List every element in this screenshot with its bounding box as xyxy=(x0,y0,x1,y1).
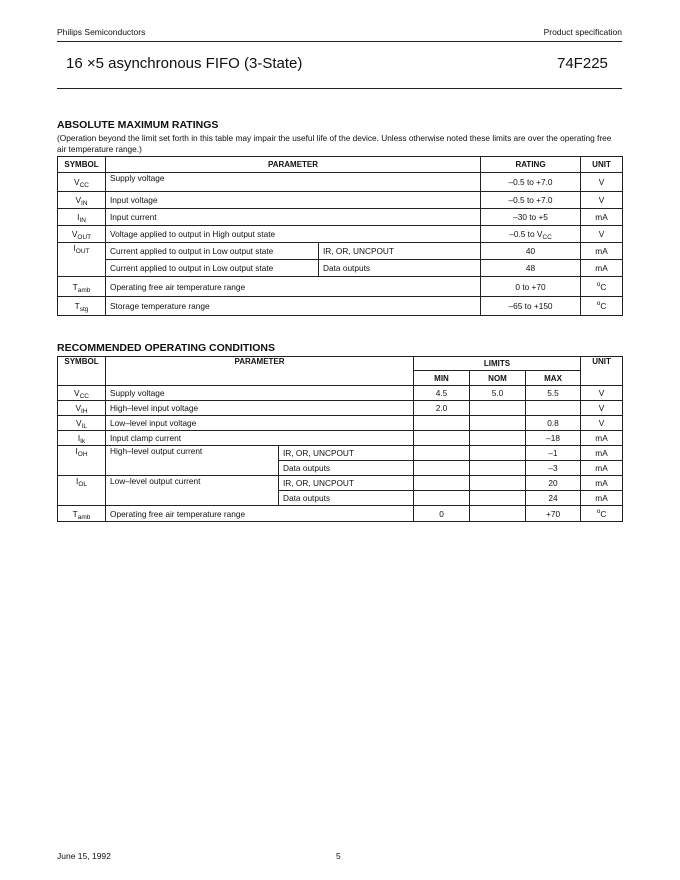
rating-cell: –0.5 to $V_{CC}$ xyxy=(481,226,581,243)
unit-cell: V xyxy=(581,386,623,401)
footer-date: June 15, 1992 xyxy=(57,851,111,861)
nom-cell xyxy=(470,461,526,476)
unit-cell: mA xyxy=(581,243,623,260)
parameter-cell: Voltage applied to output in High output state xyxy=(106,226,481,243)
max-cell: +70 xyxy=(526,506,581,522)
parameter-cell: Operating free air temperature range xyxy=(106,506,414,522)
unit-cell: mA xyxy=(581,476,623,491)
unit-cell: mA xyxy=(581,491,623,506)
condition-cell: Data outputs xyxy=(279,491,414,506)
nom-cell xyxy=(470,416,526,431)
symbol-cell: $V_{CC}$ xyxy=(58,386,106,401)
max-cell: –18 xyxy=(526,431,581,446)
col-nom: NOM xyxy=(470,371,526,386)
symbol-cell: $I_{OL}$ xyxy=(58,476,106,506)
symbol-cell: $V_{CC}$ xyxy=(58,173,106,192)
col-limits: LIMITS xyxy=(414,357,581,371)
col-symbol: SYMBOL xyxy=(58,157,106,173)
unit-cell: V xyxy=(581,173,623,192)
max-cell: –3 xyxy=(526,461,581,476)
table-row xyxy=(58,226,623,243)
abs-max-table xyxy=(57,156,623,316)
rec-op-title: RECOMMENDED OPERATING CONDITIONS xyxy=(57,342,275,354)
nom-cell xyxy=(470,446,526,461)
page-number: 5 xyxy=(336,851,341,861)
max-cell: 5.5 xyxy=(526,386,581,401)
parameter-cell: Low–level output current xyxy=(106,476,279,506)
nom-cell xyxy=(470,506,526,522)
nom-cell: 5.0 xyxy=(470,386,526,401)
table-row xyxy=(58,260,623,277)
symbol-cell: $I_{OH}$ xyxy=(58,446,106,476)
symbol-cell: $V_{OUT}$ xyxy=(58,226,106,243)
table-header-row xyxy=(58,357,623,371)
rating-cell: –65 to +150 xyxy=(481,297,581,316)
parameter-cell: Input clamp current xyxy=(106,431,414,446)
col-symbol: SYMBOL xyxy=(58,357,106,386)
parameter-cell: Current applied to output in Low output state xyxy=(106,260,319,277)
table-row xyxy=(58,386,623,401)
title-rule xyxy=(57,88,622,89)
parameter-cell: Input current xyxy=(106,209,481,226)
unit-cell: V xyxy=(581,401,623,416)
min-cell xyxy=(414,446,470,461)
min-cell xyxy=(414,476,470,491)
unit-cell: V xyxy=(581,226,623,243)
min-cell: 2.0 xyxy=(414,401,470,416)
rating-cell: –0.5 to +7.0 xyxy=(481,173,581,192)
abs-max-note: (Operation beyond the limit set forth in this table may impair the useful life of the device. Unless otherwise noted these limits are over the operating free air temperature range.) xyxy=(57,133,612,154)
rating-cell: 48 xyxy=(481,260,581,277)
unit-cell: V xyxy=(581,192,623,209)
nom-cell xyxy=(470,401,526,416)
parameter-cell: Input voltage xyxy=(106,192,481,209)
table-row xyxy=(58,173,623,192)
page-title: 16 ×5 asynchronous FIFO (3-State) xyxy=(66,55,303,72)
condition-cell: Data outputs xyxy=(279,461,414,476)
part-number: 74F225 xyxy=(557,55,608,72)
max-cell: 20 xyxy=(526,476,581,491)
unit-cell: mA xyxy=(581,461,623,476)
symbol-cell: $I_{Ik}$ xyxy=(58,431,106,446)
table-header-row xyxy=(58,157,623,173)
col-parameter: PARAMETER xyxy=(106,357,414,386)
table-row xyxy=(58,416,623,431)
header-rule xyxy=(57,41,622,42)
unit-cell: V xyxy=(581,416,623,431)
symbol-cell: $V_{IH}$ xyxy=(58,401,106,416)
min-cell: 4.5 xyxy=(414,386,470,401)
min-cell xyxy=(414,416,470,431)
table-row xyxy=(58,297,623,316)
parameter-cell: Operating free air temperature range xyxy=(106,277,481,297)
rating-cell: –0.5 to +7.0 xyxy=(481,192,581,209)
unit-cell: $^o$C xyxy=(581,277,623,297)
unit-cell: mA xyxy=(581,260,623,277)
table-row xyxy=(58,446,623,461)
parameter-cell: Current applied to output in Low output state xyxy=(106,243,319,260)
nom-cell xyxy=(470,431,526,446)
unit-cell: $^o$C xyxy=(581,297,623,316)
nom-cell xyxy=(470,491,526,506)
doc-type: Product specification xyxy=(543,27,622,37)
min-cell xyxy=(414,431,470,446)
company-name: Philips Semiconductors xyxy=(57,27,146,37)
symbol-cell: $I_{IN}$ xyxy=(58,209,106,226)
parameter-cell: High–level input voltage xyxy=(106,401,414,416)
max-cell: 24 xyxy=(526,491,581,506)
rating-cell: 0 to +70 xyxy=(481,277,581,297)
min-cell xyxy=(414,491,470,506)
parameter-cell: Low–level input voltage xyxy=(106,416,414,431)
table-row xyxy=(58,192,623,209)
col-min: MIN xyxy=(414,371,470,386)
col-unit: UNIT xyxy=(581,357,623,386)
table-row xyxy=(58,243,623,260)
parameter-cell: Supply voltage xyxy=(106,386,414,401)
symbol-cell: $T_{amb}$ xyxy=(58,277,106,297)
col-unit: UNIT xyxy=(581,157,623,173)
col-rating: RATING xyxy=(481,157,581,173)
symbol-cell: $T_{amb}$ xyxy=(58,506,106,522)
table-row xyxy=(58,506,623,522)
symbol-cell: $V_{IN}$ xyxy=(58,192,106,209)
rating-cell: –30 to +5 xyxy=(481,209,581,226)
min-cell xyxy=(414,461,470,476)
table-row xyxy=(58,401,623,416)
parameter-cell: Supply voltage xyxy=(106,173,481,192)
abs-max-title: ABSOLUTE MAXIMUM RATINGS xyxy=(57,119,219,131)
unit-cell: mA xyxy=(581,446,623,461)
max-cell: –1 xyxy=(526,446,581,461)
unit-cell: $^o$C xyxy=(581,506,623,522)
condition-cell: IR, OR, UNCPOUT xyxy=(319,243,481,260)
col-parameter: PARAMETER xyxy=(106,157,481,173)
unit-cell: mA xyxy=(581,431,623,446)
max-cell: 0.8 xyxy=(526,416,581,431)
symbol-cell: $T_{stg}$ xyxy=(58,297,106,316)
table-row xyxy=(58,431,623,446)
min-cell: 0 xyxy=(414,506,470,522)
table-row xyxy=(58,209,623,226)
parameter-cell: Storage temperature range xyxy=(106,297,481,316)
nom-cell xyxy=(470,476,526,491)
col-max: MAX xyxy=(526,371,581,386)
table-row xyxy=(58,476,623,491)
unit-cell: mA xyxy=(581,209,623,226)
rating-cell: 40 xyxy=(481,243,581,260)
symbol-cell: $V_{IL}$ xyxy=(58,416,106,431)
condition-cell: Data outputs xyxy=(319,260,481,277)
max-cell xyxy=(526,401,581,416)
condition-cell: IR, OR, UNCPOUT xyxy=(279,446,414,461)
symbol-cell: $I_{OUT}$ xyxy=(58,243,106,277)
condition-cell: IR, OR, UNCPOUT xyxy=(279,476,414,491)
table-row xyxy=(58,277,623,297)
rec-op-table xyxy=(57,356,623,522)
parameter-cell: High–level output current xyxy=(106,446,279,476)
